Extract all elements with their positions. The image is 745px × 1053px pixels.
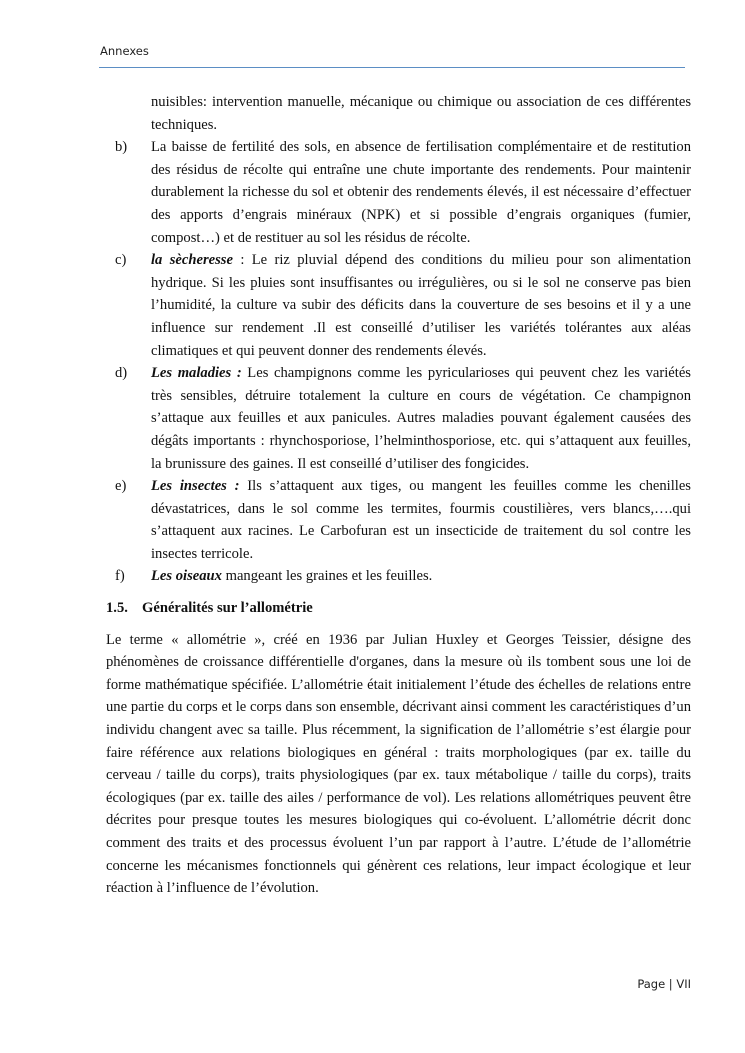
header-divider [99, 67, 685, 68]
section-number: 1.5. [106, 600, 128, 617]
list-item-text: : Le riz pluvial dépend des conditions du milieu pour son alimentation hydrique. Si les pluies sont insuffisantes ou irrégulières, ou si le sol ne conserve pas bien l’humidité, la culture va subir des déficits dans la couverture de ses besoins et il y a une influence sur rendement .Il est conseillé d’utiliser les variétés tolérantes aux aléas climatiques et qui peuvent donner des rendements élevés. [151, 252, 691, 359]
page-header [100, 44, 684, 58]
list-item-text: mangeant les graines et les feuilles. [221, 568, 433, 585]
list-item-body [151, 249, 691, 362]
section-heading [106, 597, 691, 620]
page-number: Page | VII [637, 977, 691, 991]
page-content [106, 91, 691, 900]
list-item-letter: c) [115, 252, 127, 269]
list-item-letter: e) [115, 478, 127, 495]
page-footer [637, 977, 691, 991]
header-title: Annexes [100, 44, 149, 58]
list-item-term: la sècheresse [151, 252, 233, 269]
list-item [106, 249, 691, 362]
list-item-term: Les insectes : [151, 478, 240, 495]
list-item-text: Ils s’attaquent aux tiges, ou mangent les feuilles comme les chenilles dévastatrices, dans le sol comme les termites, fourmis coustilières, vers blancs,….qui s’attaquent aux racines. Le Carbofuran est un insecticide de traitement du sol contre les insectes terricole. [151, 478, 691, 562]
list-item-text: Les champignons comme les pyricularioses qui peuvent chez les variétés très sensibles, détruire totalement la culture en cours de végétation. Ce champignon s’attaque aux feuilles et aux panicules. Autres maladies pouvant également causées des dégâts importants : rhynchosporiose, l’helminthosporiose, etc. qui s’attaquent aux feuilles, la brunissure des gaines. Il est conseillé d’utiliser des fongicides. [151, 365, 691, 472]
list-item-body [151, 136, 691, 249]
list-item [106, 565, 691, 588]
section-title: Généralités sur l’allométrie [142, 600, 313, 617]
list-item [106, 362, 691, 475]
list-item-term: Les maladies : [151, 365, 242, 382]
list-item-body [151, 362, 691, 475]
list-item-letter: b) [115, 139, 128, 156]
list-item-term: Les oiseaux [151, 568, 222, 585]
list-item-body [151, 565, 691, 588]
body-paragraph: Le terme « allométrie », créé en 1936 par Julian Huxley et Georges Teissier, désigne des phénomènes de croissance différentielle d'organes, dans la mesure où ils tombent sous une loi de forme mathématique spécifiée. L’allométrie était initialement l’étude des échelles de relations entre une partie du corps et le corps dans son ensemble, décrivant ainsi comment les caractéristiques d’un individu changent avec sa taille. Plus récemment, la signification de l’allométrie s’est élargie pour faire référence aux relations biologiques en général : traits morphologiques (par ex. taille du cerveau / taille du corps), traits physiologiques (par ex. taux métabolique / taille du corps), traits écologiques (par ex. taille des ailes / performance de vol). Les relations allométriques peuvent être décrites pour presque toutes les mesures biologiques qui co-évoluent. L’allométrie décrit donc comment des traits et des processus évoluent l’un par rapport à l’autre. L’étude de l’allométrie concerne les mécanismes fonctionnels qui génèrent ces relations, leur impact écologique et leur réaction à l’influence de l’évolution. [106, 631, 691, 897]
continuation-text: nuisibles: intervention manuelle, mécanique ou chimique ou association de ces différentes techniques. [151, 94, 691, 133]
list-item-letter: f) [115, 568, 125, 585]
list-item [106, 475, 691, 565]
list-item-text: La baisse de fertilité des sols, en absence de fertilisation complémentaire et de restitution des résidus de récolte qui entraîne une chute importante des rendements. Pour maintenir durablement la richesse du sol et obtenir des rendements élevés, il est nécessaire d’effectuer des apports d’engrais minéraux (NPK) et si possible d’engrais organiques (fumier, compost…) et de restituer au sol les résidus de récolte. [151, 139, 691, 246]
list-item [106, 136, 691, 249]
list-item-letter: d) [115, 365, 128, 382]
list-item-body [151, 475, 691, 565]
